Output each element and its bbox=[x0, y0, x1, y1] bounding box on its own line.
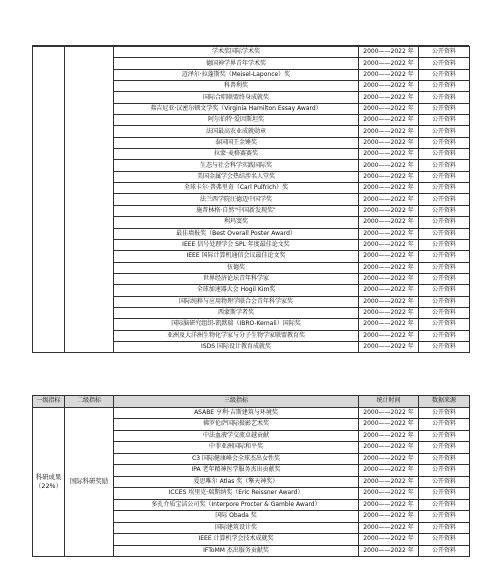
award-name: 国际纯粹与应用物理学联合会青年科学家奖 bbox=[114, 296, 359, 307]
table-row bbox=[33, 47, 470, 58]
header-row bbox=[33, 396, 470, 408]
award-name: 伍德奖 bbox=[114, 262, 359, 273]
data-source: 公开资料 bbox=[419, 183, 470, 194]
data-source: 公开资料 bbox=[419, 430, 470, 442]
award-name: 迈泽尔·拉蓬斯奖（Meisel-Laponce）奖 bbox=[114, 69, 359, 80]
data-source: 公开资料 bbox=[419, 285, 470, 296]
award-name: C3 国际健康峰会全球杰出女性奖 bbox=[114, 453, 359, 465]
data-source: 公开资料 bbox=[419, 47, 470, 58]
award-name: 国际建筑设计奖 bbox=[114, 522, 359, 534]
award-name: 世界经济论坛青年科学家 bbox=[114, 273, 359, 284]
data-source: 公开资料 bbox=[419, 126, 470, 137]
data-source: 公开资料 bbox=[419, 58, 470, 69]
award-name: 利玛窦奖 bbox=[114, 217, 359, 228]
data-source: 公开资料 bbox=[419, 115, 470, 126]
data-source: 公开资料 bbox=[419, 419, 470, 431]
stat-period: 2000——2022 年 bbox=[359, 476, 419, 488]
stat-period: 2000——2022 年 bbox=[359, 69, 419, 80]
data-source: 公开资料 bbox=[419, 296, 470, 307]
award-name: ICCES 埃里克·瑞斯纳奖（Eric Reissner Award） bbox=[114, 488, 359, 500]
stat-period: 2000——2022 年 bbox=[359, 58, 419, 69]
level2-cell: 国际科研奖励 bbox=[65, 407, 114, 557]
stat-period: 2000——2022 年 bbox=[359, 522, 419, 534]
award-name: 国际脑研究组织-凯默瑞（IBRO-Kemali）国际奖 bbox=[114, 319, 359, 330]
data-source: 公开资料 bbox=[419, 194, 470, 205]
data-source: 公开资料 bbox=[419, 453, 470, 465]
award-name: 全球卡尔·普弗里奇（Carl Pulfrich）奖 bbox=[114, 183, 359, 194]
data-source: 公开资料 bbox=[419, 534, 470, 546]
stat-period: 2000——2022 年 bbox=[359, 442, 419, 454]
data-source: 公开资料 bbox=[419, 103, 470, 114]
stat-period: 2000——2022 年 bbox=[359, 251, 419, 262]
stat-period: 2000——2022 年 bbox=[359, 183, 419, 194]
data-source: 公开资料 bbox=[419, 522, 470, 534]
data-source: 公开资料 bbox=[419, 273, 470, 284]
award-name: 法兰西学院汪德迈中国学奖 bbox=[114, 194, 359, 205]
stat-period: 2000——2022 年 bbox=[359, 239, 419, 250]
stat-period: 2000——2022 年 bbox=[359, 430, 419, 442]
data-source: 公开资料 bbox=[419, 228, 470, 239]
level2-cell bbox=[65, 47, 114, 353]
stat-period: 2000——2022 年 bbox=[359, 103, 419, 114]
award-name: IEEE 信号处理学会 SPL 年度最佳论文奖 bbox=[114, 239, 359, 250]
award-name: 拉蒙·麦格赛赛奖 bbox=[114, 149, 359, 160]
stat-period: 2000——2022 年 bbox=[359, 262, 419, 273]
award-name: ISDS 国际设计教育成就奖 bbox=[114, 341, 359, 352]
stat-period: 2000——2022 年 bbox=[359, 92, 419, 103]
awards-table-continued bbox=[32, 46, 470, 353]
award-name: IFToMM 杰出服务贡献奖 bbox=[114, 545, 359, 557]
stat-period: 2000——2022 年 bbox=[359, 453, 419, 465]
data-source: 公开资料 bbox=[419, 511, 470, 523]
stat-period: 2000——2022 年 bbox=[359, 205, 419, 216]
stat-period: 2000——2022 年 bbox=[359, 465, 419, 477]
award-name: 最佳墙报奖（Best Overall Poster Award） bbox=[114, 228, 359, 239]
data-source: 公开资料 bbox=[419, 137, 470, 148]
stat-period: 2000——2022 年 bbox=[359, 545, 419, 557]
award-name: 亚洲及大洋洲生物化学家与分子生物学家联盟教育奖 bbox=[114, 330, 359, 341]
data-source: 公开资料 bbox=[419, 476, 470, 488]
award-name: 多孔介质宝洁公司奖（Interpore Procter & Gamble Award） bbox=[114, 499, 359, 511]
data-source: 公开资料 bbox=[419, 149, 470, 160]
award-name: 佛罗伦萨国际摄影艺术奖 bbox=[114, 419, 359, 431]
award-name: 泰国国王金锤奖 bbox=[114, 137, 359, 148]
stat-period: 2000——2022 年 bbox=[359, 217, 419, 228]
data-source: 公开资料 bbox=[419, 330, 470, 341]
header-level3: 三级指标 bbox=[114, 396, 359, 408]
table-row bbox=[33, 407, 470, 419]
stat-period: 2000——2022 年 bbox=[359, 341, 419, 352]
stat-period: 2000——2022 年 bbox=[359, 126, 419, 137]
award-name: IPA 老年精神医学服务杰出贡献奖 bbox=[114, 465, 359, 477]
award-name: 中菲亚洲国际和平奖 bbox=[114, 442, 359, 454]
award-name: IEEE 计算机学会技术成就奖 bbox=[114, 534, 359, 546]
stat-period: 2000——2022 年 bbox=[359, 307, 419, 318]
data-source: 公开资料 bbox=[419, 442, 470, 454]
data-source: 公开资料 bbox=[419, 239, 470, 250]
data-source: 公开资料 bbox=[419, 92, 470, 103]
stat-period: 2000——2022 年 bbox=[359, 171, 419, 182]
header-source: 数据来源 bbox=[419, 396, 470, 408]
data-source: 公开资料 bbox=[419, 81, 470, 92]
award-name: 爱思唯尔 Atlas 奖（擎天神奖） bbox=[114, 476, 359, 488]
stat-period: 2000——2022 年 bbox=[359, 149, 419, 160]
award-name: 国际合唱联盟终身成就奖 bbox=[114, 92, 359, 103]
stat-period: 2000——2022 年 bbox=[359, 488, 419, 500]
award-name: 法国最高农业成就勋章 bbox=[114, 126, 359, 137]
stat-period: 2000——2022 年 bbox=[359, 160, 419, 171]
header-level1: 一级指标 bbox=[33, 396, 65, 408]
data-source: 公开资料 bbox=[419, 319, 470, 330]
stat-period: 2000——2022 年 bbox=[359, 419, 419, 431]
award-name: 弗吉尼亚·汉密尔顿文学奖（Virginia Hamilton Essay Award） bbox=[114, 103, 359, 114]
stat-period: 2000——2022 年 bbox=[359, 534, 419, 546]
data-source: 公开资料 bbox=[419, 251, 470, 262]
data-source: 公开资料 bbox=[419, 69, 470, 80]
stat-period: 2000——2022 年 bbox=[359, 194, 419, 205]
stat-period: 2000——2022 年 bbox=[359, 115, 419, 126]
stat-period: 2000——2022 年 bbox=[359, 137, 419, 148]
data-source: 公开资料 bbox=[419, 407, 470, 419]
award-name: 国际 Obada 奖 bbox=[114, 511, 359, 523]
stat-period: 2000——2022 年 bbox=[359, 330, 419, 341]
data-source: 公开资料 bbox=[419, 499, 470, 511]
level1-cell bbox=[33, 47, 65, 353]
award-name: 美国金属学会热结涉名人堂奖 bbox=[114, 171, 359, 182]
award-name: 科普利奖 bbox=[114, 81, 359, 92]
data-source: 公开资料 bbox=[419, 262, 470, 273]
award-name: 阿尔伯特·爱因斯坦奖 bbox=[114, 115, 359, 126]
data-source: 公开资料 bbox=[419, 160, 470, 171]
data-source: 公开资料 bbox=[419, 205, 470, 216]
stat-period: 2000——2022 年 bbox=[359, 273, 419, 284]
header-period: 统计时间 bbox=[359, 396, 419, 408]
data-source: 公开资料 bbox=[419, 341, 470, 352]
stat-period: 2000——2022 年 bbox=[359, 296, 419, 307]
award-name: 全球加速器大会 Hogil Kim奖 bbox=[114, 285, 359, 296]
header-level2: 二级指标 bbox=[65, 396, 114, 408]
stat-period: 2000——2022 年 bbox=[359, 407, 419, 419]
stat-period: 2000——2022 年 bbox=[359, 81, 419, 92]
stat-period: 2000——2022 年 bbox=[359, 511, 419, 523]
data-source: 公开资料 bbox=[419, 465, 470, 477]
data-source: 公开资料 bbox=[419, 488, 470, 500]
level1-cell: 科研成果（22%） bbox=[33, 407, 65, 557]
award-name: 施普林格·自然"中国新发现奖" bbox=[114, 205, 359, 216]
stat-period: 2000——2022 年 bbox=[359, 228, 419, 239]
stat-period: 2000——2022 年 bbox=[359, 285, 419, 296]
awards-table bbox=[32, 395, 470, 557]
award-name: 西蒙斯学者奖 bbox=[114, 307, 359, 318]
data-source: 公开资料 bbox=[419, 307, 470, 318]
award-name: IEEE 国际计算机通信会议最佳论文奖 bbox=[114, 251, 359, 262]
award-name: 德国神学界青年学术奖 bbox=[114, 58, 359, 69]
award-name: 学术奖国际学术奖 bbox=[114, 47, 359, 58]
data-source: 公开资料 bbox=[419, 217, 470, 228]
award-name: 中法血液学交流卓越贡献 bbox=[114, 430, 359, 442]
stat-period: 2000——2022 年 bbox=[359, 319, 419, 330]
data-source: 公开资料 bbox=[419, 171, 470, 182]
stat-period: 2000——2022 年 bbox=[359, 499, 419, 511]
stat-period: 2000——2022 年 bbox=[359, 47, 419, 58]
award-name: 生态与社会科学实践国际奖 bbox=[114, 160, 359, 171]
data-source: 公开资料 bbox=[419, 545, 470, 557]
award-name: ASABE 亨利·吉斯建筑与环境奖 bbox=[114, 407, 359, 419]
